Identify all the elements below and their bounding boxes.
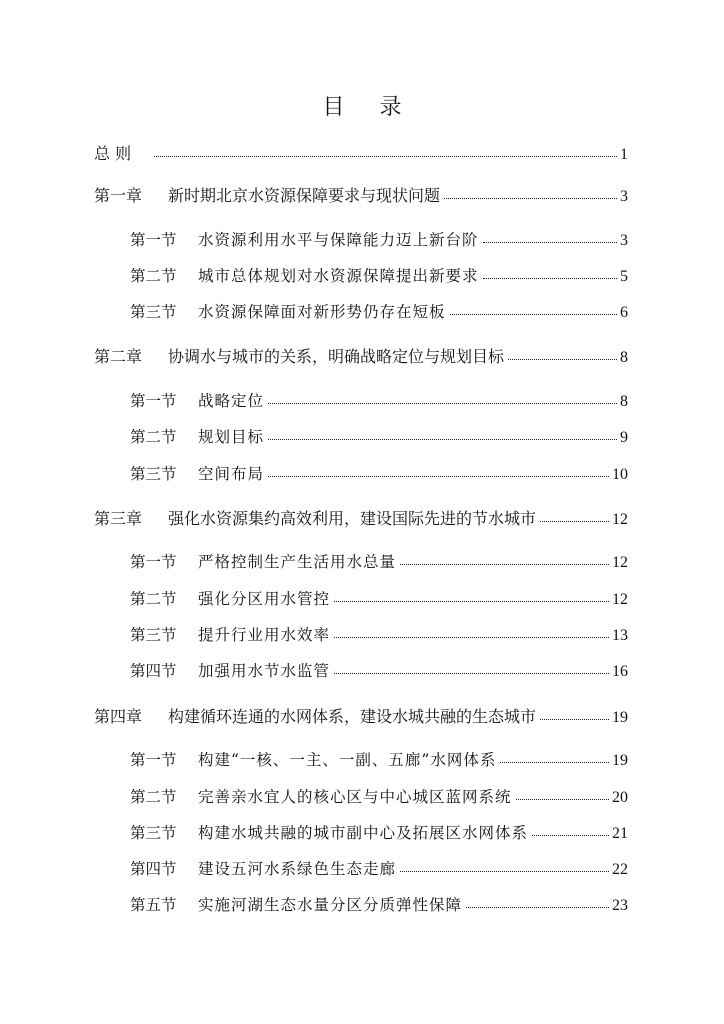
toc-dot-leader [268,402,617,404]
toc-entry-chapter-4[interactable] [94,704,628,727]
toc-entry-title: 强化水资源集约高效利用，建设国际先进的节水城市 [168,509,537,528]
toc-entry-number: 第一节 [130,751,177,769]
toc-dot-leader [450,313,617,315]
toc-entry-number: 第二章 [94,347,143,366]
toc-entry-title: 建设五河水系绿色生态走廊 [198,860,397,878]
toc-entry-title: 水资源利用水平与保障能力迈上新台阶 [198,231,479,249]
toc-entry-section[interactable] [130,821,628,843]
toc-entry-page: 6 [620,304,628,321]
toc-entry-title: 新时期北京水资源保障要求与现状问题 [168,186,441,205]
toc-entry-section[interactable] [130,659,628,681]
toc-entry-number: 第四章 [94,707,143,726]
toc-entry-page: 19 [612,709,628,726]
toc-entry-number: 第二节 [130,267,177,285]
toc-dot-leader [400,563,609,565]
toc-entry-section[interactable] [130,300,628,322]
toc-entry-number: 第二节 [130,788,177,806]
toc-entry-page: 22 [612,861,628,878]
toc-entry-page: 8 [620,349,628,366]
toc-entry-section[interactable] [130,264,628,286]
toc-entry-page: 13 [612,627,628,644]
toc-entry-page: 12 [612,511,628,528]
toc-entry-title: 战略定位 [198,392,265,410]
toc-entry-page: 19 [612,752,628,769]
toc-entry-page: 1 [620,146,628,163]
toc-entry-page: 12 [612,554,628,571]
toc-dot-leader [400,870,609,872]
toc-entry-page: 3 [620,232,628,249]
toc-entry-title: 实施河湖生态水量分区分质弹性保障 [198,896,463,914]
toc-entry-chapter-1[interactable] [94,183,628,206]
toc-entry-section[interactable] [130,550,628,572]
toc-entry-number: 第二节 [130,428,177,446]
toc-dot-leader [508,358,617,360]
toc-entry-number: 第一节 [130,392,177,410]
toc-entry-page: 9 [620,429,628,446]
toc-dot-leader [154,155,617,157]
toc-entry-number: 第三节 [130,303,177,321]
toc-entry-number: 第二节 [130,590,177,608]
toc-entry-title: 严格控制生产生活用水总量 [198,553,397,571]
toc-entry-section[interactable] [130,462,628,484]
toc-entry-title: 构建循环连通的水网体系，建设水城共融的生态城市 [168,707,537,726]
toc-dot-leader [466,906,609,908]
toc-entry-number: 第四节 [130,860,177,878]
toc-entry-title: 完善亲水宜人的核心区与中心城区蓝网系统 [198,788,512,806]
toc-entry-page: 21 [612,825,628,842]
toc-entry-chapter-2[interactable] [94,344,628,367]
toc-entry-section[interactable] [130,425,628,447]
toc-dot-leader [540,718,609,720]
toc-entry-title: 强化分区用水管控 [198,590,331,608]
toc-dot-leader [334,600,609,602]
toc-entry-section[interactable] [130,857,628,879]
toc-entry-number: 第一章 [94,186,143,205]
toc-entry-page: 3 [620,188,628,205]
toc-dot-leader [444,197,617,199]
toc-entry-title: 空间布局 [198,465,265,483]
toc-title: 目 录 [322,95,416,120]
toc-entry-section[interactable] [130,623,628,645]
toc-entry-page: 20 [612,789,628,806]
toc-entry-chapter-3[interactable] [94,506,628,529]
toc-dot-leader [483,277,617,279]
toc-entry-title: 规划目标 [198,428,265,446]
toc-entry-number: 第三节 [130,626,177,644]
toc-entry-number: 第三节 [130,824,177,842]
toc-entry-section[interactable] [130,228,628,250]
toc-entry-section[interactable] [130,785,628,807]
toc-entry-section[interactable] [130,389,628,411]
toc-entry-page: 10 [612,466,628,483]
toc-entry-number: 总 则 [94,144,132,163]
toc-entry-title: 构建“一核、一主、一副、五廊”水网体系 [198,751,497,769]
toc-dot-leader [334,636,609,638]
toc-dot-leader [268,475,609,477]
toc-entry-number: 第一节 [130,231,177,249]
toc-entry-page: 12 [612,591,628,608]
toc-entry-title: 城市总体规划对水资源保障提出新要求 [198,267,479,285]
toc-entry-number: 第一节 [130,553,177,571]
toc-entry-title: 构建水城共融的城市副中心及拓展区水网体系 [198,824,529,842]
toc-entry-general[interactable] [94,141,628,164]
toc-dot-leader [532,834,609,836]
toc-entry-number: 第三节 [130,465,177,483]
toc-entry-section[interactable] [130,748,628,770]
toc-entry-title: 提升行业用水效率 [198,626,331,644]
toc-entry-page: 8 [620,393,628,410]
toc-dot-leader [540,520,609,522]
toc-entry-section[interactable] [130,893,628,915]
toc-entry-number: 第五节 [130,896,177,914]
toc-dot-leader [516,798,609,800]
toc-dot-leader [268,438,617,440]
toc-entry-number: 第三章 [94,509,143,528]
toc-entry-title: 水资源保障面对新形势仍存在短板 [198,303,446,321]
toc-dot-leader [334,672,609,674]
toc-entry-section[interactable] [130,587,628,609]
toc-entry-title: 协调水与城市的关系，明确战略定位与规划目标 [168,347,505,366]
toc-entry-page: 16 [612,663,628,680]
toc-entry-number: 第四节 [130,662,177,680]
toc-entry-title: 加强用水节水监管 [198,662,331,680]
toc-dot-leader [500,761,609,763]
toc-entry-page: 5 [620,268,628,285]
toc-entry-page: 23 [612,897,628,914]
toc-dot-leader [483,241,617,243]
